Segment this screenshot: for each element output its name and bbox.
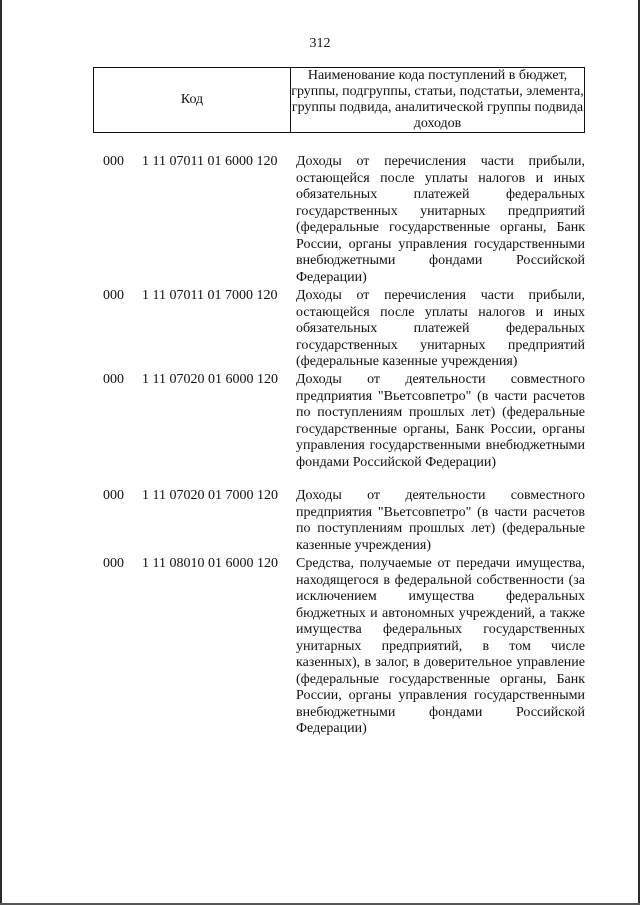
admin-code: 000 [103,488,124,503]
admin-code: 000 [103,556,124,571]
page-number: 312 [309,36,331,51]
income-code-description: Доходы от перечисления части прибыли, остающейся после уплаты налогов и иных обязательных платежей федеральных государственных унитарных предприятий (федеральные государственные органы, Банк России, органы управления государственными внебюджетными фондами Российской Федерации) [296,154,585,285]
income-code: 1 11 07020 01 6000 120 [142,372,278,387]
header-code-cell: Код [94,68,291,133]
admin-code: 000 [103,288,124,303]
income-code-description: Доходы от перечисления части прибыли, остающейся после уплаты налогов и иных обязательных платежей федеральных государственных унитарных предприятий (федеральные казенные учреждения) [296,288,585,369]
header-table [93,67,585,133]
income-code: 1 11 07020 01 7000 120 [142,488,278,503]
income-code: 1 11 07011 01 7000 120 [142,288,278,303]
scan-edge-left [0,0,2,905]
header-name-cell: Наименование кода поступлений в бюджет, группы, подгруппы, статьи, подстатьи, элемента, группы подвида, аналитической группы подвида доходов [291,68,584,131]
income-code-description: Доходы от деятельности совместного предприятия "Вьетсовпетро" (в части расчетов по поступлениям прошлых лет) (федеральные государственные органы, Банк России, органы управления государственными внебюджетными фондами Российской Федерации) [296,372,585,470]
admin-code: 000 [103,372,124,387]
admin-code: 000 [103,154,124,169]
income-code: 1 11 08010 01 6000 120 [142,556,278,571]
income-code-description: Доходы от деятельности совместного предприятия "Вьетсовпетро" (в части расчетов по поступлениям прошлых лет) (федеральные казенные учреждения) [296,488,585,553]
income-code-description: Средства, получаемые от передачи имущества, находящегося в федеральной собственности (за исключением имущества федеральных бюджетных и автономных учреждений, а также имущества федеральных государственных унитарных предприятий, в том числе казенных), в залог, в доверительное управление (федеральные государственные органы, Банк России, органы управления государственными внебюджетными фондами Российской Федерации) [296,556,585,736]
income-code: 1 11 07011 01 6000 120 [142,154,278,169]
